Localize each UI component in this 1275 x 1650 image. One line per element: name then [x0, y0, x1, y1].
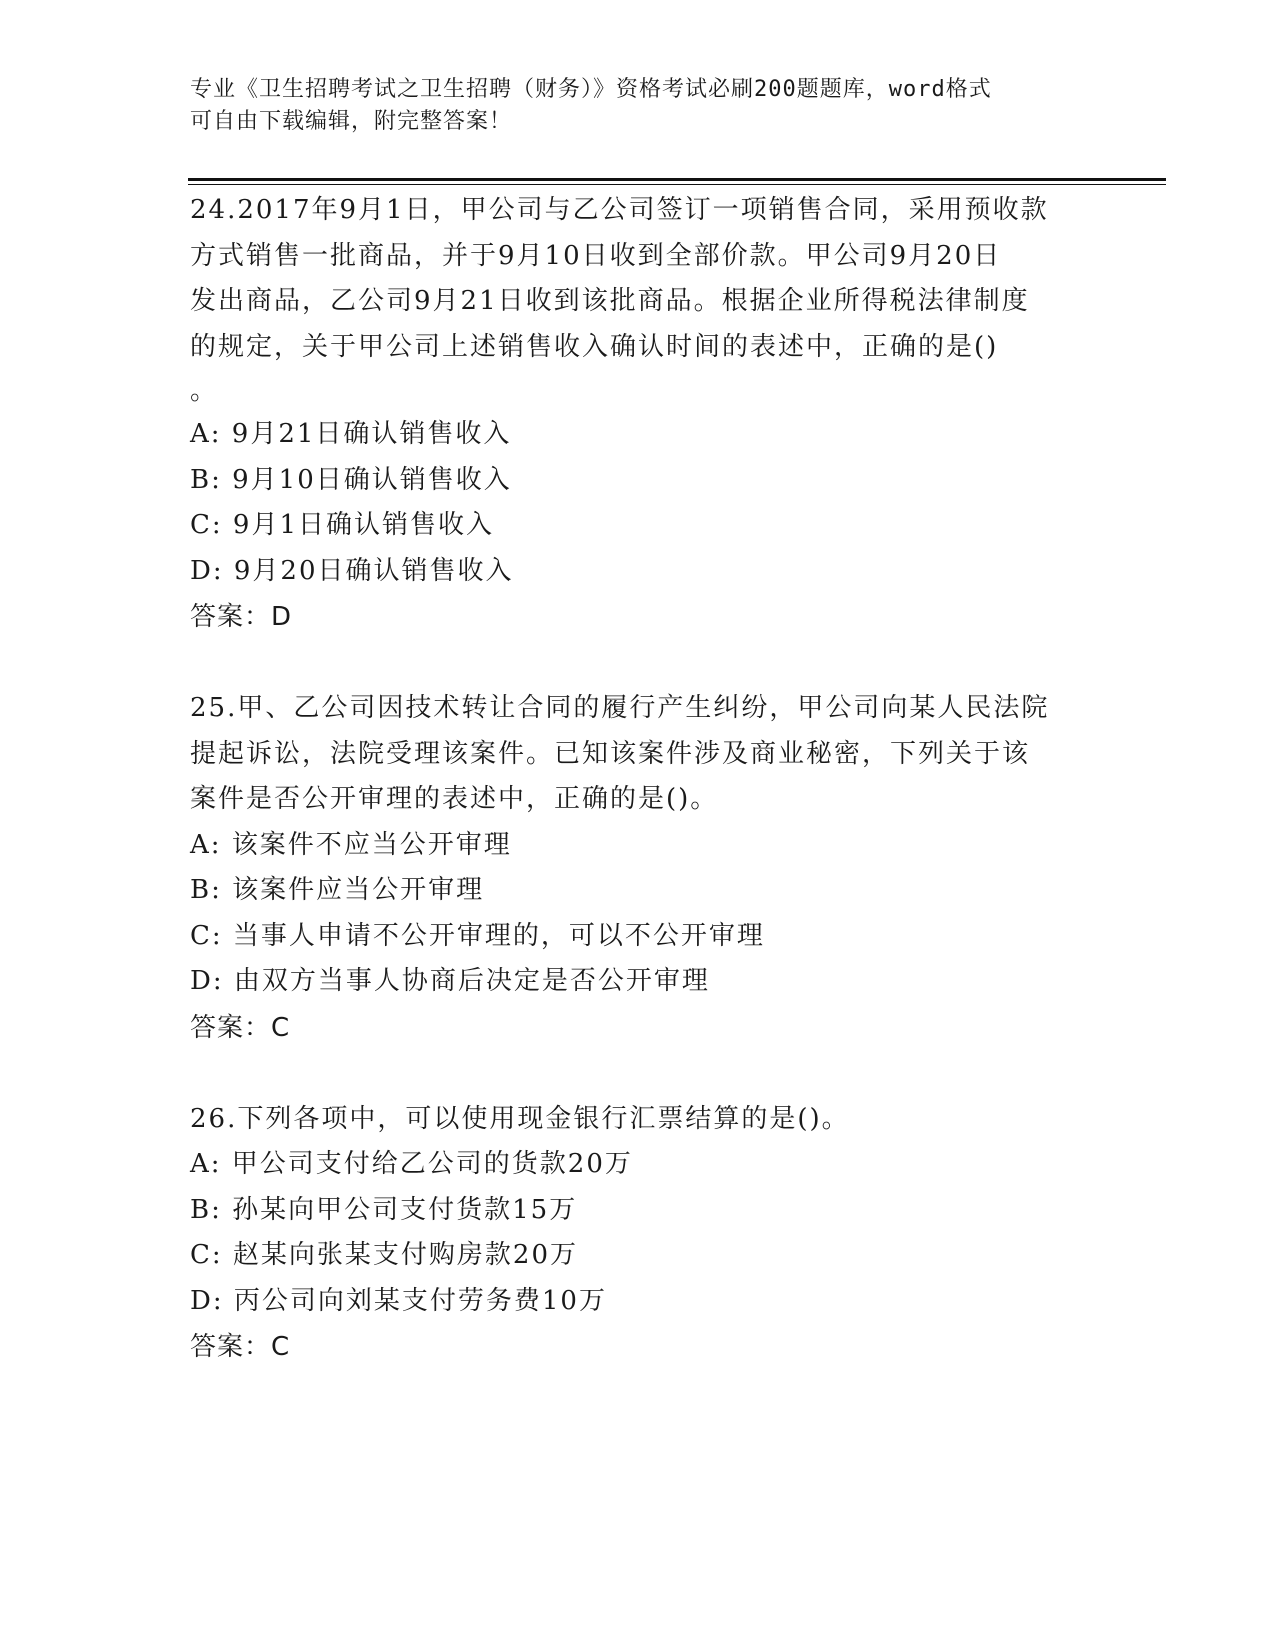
- option-a: A: 甲公司支付给乙公司的货款20万: [190, 1149, 633, 1179]
- question-26: [190, 1097, 1090, 1371]
- question-stem-line: 方式销售一批商品，并于9月10日收到全部价款。甲公司9月20日: [190, 240, 1002, 271]
- question-25: [190, 686, 1090, 1051]
- answer-line: 答案：C: [190, 1012, 291, 1043]
- answer-line: 答案：D: [190, 602, 293, 632]
- option-d: D: 由双方当事人协商后决定是否公开审理: [190, 966, 710, 996]
- document-header: [190, 74, 1090, 138]
- option-c: C: 赵某向张某支付购房款20万: [190, 1240, 579, 1270]
- option-c: C: 当事人申请不公开审理的，可以不公开审理: [190, 920, 765, 951]
- option-b: B: 该案件应当公开审理: [190, 875, 485, 905]
- header-line-2: 可自由下载编辑，附完整答案！: [190, 109, 513, 134]
- header-line-1: 专业《卫生招聘考试之卫生招聘（财务）》资格考试必刷200题题库，word格式: [190, 77, 992, 102]
- option-d: D: 9月20日确认销售收入: [190, 555, 514, 586]
- question-24: [190, 188, 1090, 640]
- answer-line: 答案：C: [190, 1332, 291, 1362]
- header-divider-thin: [188, 184, 1166, 185]
- question-stem-line: 发出商品，乙公司9月21日收到该批商品。根据企业所得税法律制度: [190, 286, 1030, 316]
- question-stem-line: 案件是否公开审理的表述中，正确的是()。: [190, 784, 719, 814]
- option-d: D: 丙公司向刘某支付劳务费10万: [190, 1285, 607, 1316]
- question-stem-line: 的规定，关于甲公司上述销售收入确认时间的表述中，正确的是(): [190, 331, 999, 362]
- option-b: B: 孙某向甲公司支付货款15万: [190, 1194, 578, 1225]
- question-stem-line: 24.2017年9月1日，甲公司与乙公司签订一项销售合同，采用预收款: [190, 195, 1049, 225]
- question-stem-line: 提起诉讼，法院受理该案件。已知该案件涉及商业秘密，下列关于该: [190, 738, 1031, 769]
- question-stem-line: 25.甲、乙公司因技术转让合同的履行产生纠纷，甲公司向某人民法院: [190, 693, 1050, 723]
- option-c: C: 9月1日确认销售收入: [190, 510, 495, 540]
- question-list: [190, 188, 1090, 1416]
- option-b: B: 9月10日确认销售收入: [190, 464, 512, 495]
- option-a: A: 该案件不应当公开审理: [190, 829, 512, 860]
- question-stem-tail: 。: [190, 376, 219, 406]
- header-divider-thick: [188, 178, 1166, 181]
- question-stem-line: 26.下列各项中，可以使用现金银行汇票结算的是()。: [190, 1103, 850, 1134]
- option-a: A: 9月21日确认销售收入: [190, 419, 512, 449]
